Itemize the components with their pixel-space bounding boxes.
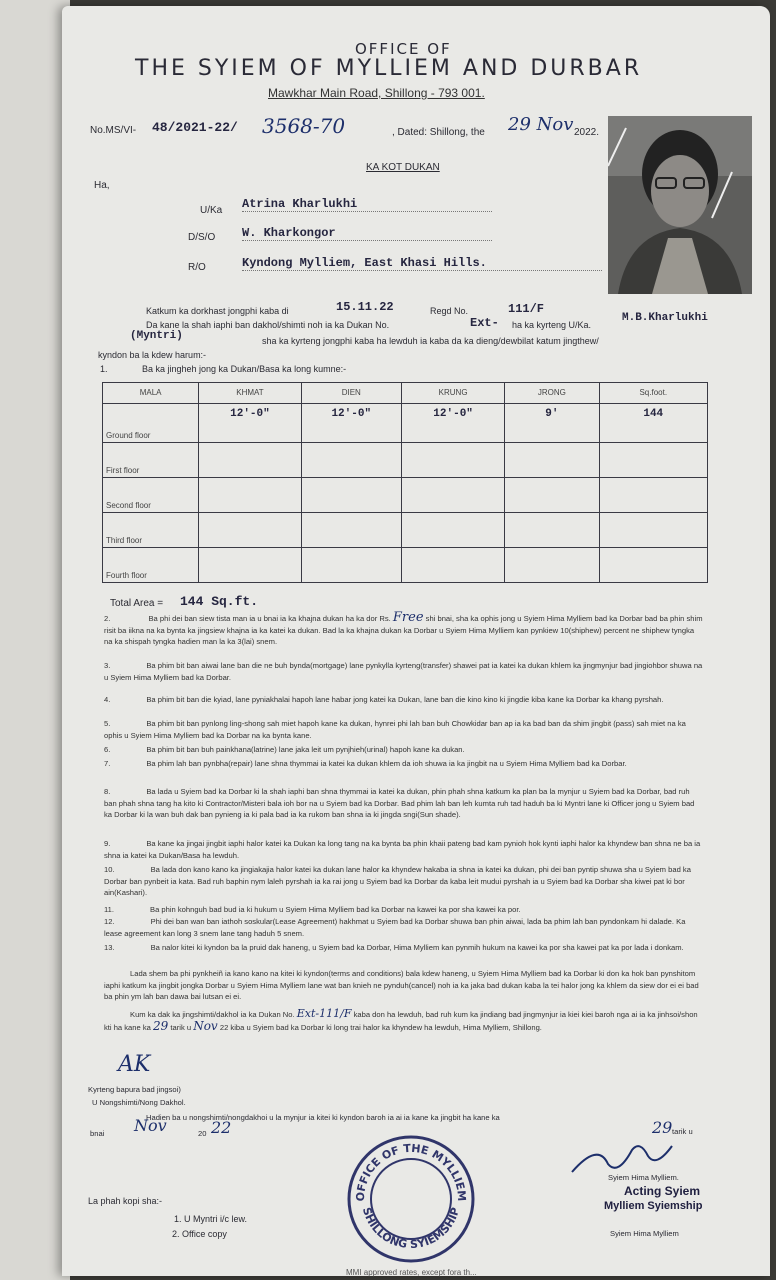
recipient-ro: Kyndong Mylliem, East Khasi Hills. <box>242 256 602 271</box>
clause-2 <box>104 612 704 648</box>
footer-strip: MMI approved rates, except fora th... <box>346 1268 477 1277</box>
table-row <box>103 548 708 583</box>
clause-text: Ba nalor kitei ki kyndon ba la pruid dak haneng, u Syiem bad ka Dorbar, Hima Mylliem kan pynmih hukum na kawei ka por sha kawei pat ka por lada i donkam. <box>150 943 684 952</box>
intro-line2: Da kane la shah iaphi ban dakhol/shimti noh ia ka Dukan No. <box>146 320 390 330</box>
copy-item-2: 2. Office copy <box>172 1229 227 1239</box>
table-row <box>103 404 708 443</box>
clause-text: Ba lada don kano kano ka jingiakajia halor katei ka dukan lane halor ka khyndew hakaba ia shna ia katei ka dukan, phi dei ban pyntip shuwa sha u Syiem bad ka Dorbar ban pynbeit ia kata. Bad ruh baphin nym laleh pyrshah ia ka rai jong u Syiem bad ka Dorbar da kaba leit mudui pyrshah ia u Syiem bad ka Dorbar sha kiwei pat ki bor ain(Kashari). <box>104 865 691 897</box>
intro-line2b: ha ka kyrteng U/Ka. <box>512 320 592 330</box>
clause-text: Ba phim bit ban die kyiad, lane pyniakhalai hapoh lane habar jong katei ka Dukan, lane ban die kino kino ki jingdie kiba kane ka Dorbar ka khang pyrshah. <box>146 695 664 704</box>
clause-num: 6. <box>104 745 111 754</box>
intro-line4: kyndon ba la kdew harum:- <box>98 350 207 360</box>
regd-label: Regd No. <box>430 306 469 316</box>
closing-tarik: tarik u <box>170 1022 192 1032</box>
seal-top-path: OFFICE OF THE MYLLIEM <box>353 1141 469 1202</box>
floor-name: Fourth floor <box>103 548 199 583</box>
clause-text: Ba phim bit ban aiwai lane ban die ne buh bynda(mortgage) lane pynkylla kyrteng(transfer) shawei pat ia katei ka dukan khlem ka jingmynjur bad jingiohbor shuwa na u Syiem Hima Mylliem bad ka Dorbar. <box>104 661 703 682</box>
clause-num: 10. <box>104 865 115 874</box>
closing-day: 29 <box>152 1018 169 1033</box>
clause-text: Lada shem ba phi pynkheiñ ia kano kano na kitei ki kyndon(terms and conditions) bala kdew haneng, u Syiem Hima Mylliem bad ka Dorbar ki don ka hok ban pynshitom iaphi katkum ka jingbit jongka Dorbar u Syiem Hima Mylliem lane wat ban knieh ne pynduh(cancel) noh ia ka jaka bad dukan kaba la tei halor jong ka khlem da siew dor ei ei bad ba phin ym lah ban dawa bai lutsan ei ei. <box>104 969 699 1001</box>
floors-table <box>102 382 708 583</box>
intro-line1: Katkum ka dorkhast jongphi kaba di <box>146 306 289 316</box>
table-header-row <box>103 383 708 404</box>
col-krung: KRUNG <box>401 383 504 404</box>
clause-num: 4. <box>104 695 111 704</box>
clause-num: 12. <box>104 917 115 926</box>
col-mala: MALA <box>103 383 199 404</box>
floor-name: Ground floor <box>103 404 199 443</box>
dated-label: , Dated: Shillong, the <box>392 127 485 138</box>
clause-num: 8. <box>104 787 111 796</box>
syiem-label-1: Syiem Hima Mylliem. <box>608 1173 679 1182</box>
recipient-dso: W. Kharkongor <box>242 226 492 241</box>
seal-bottom-text <box>360 1206 462 1251</box>
clause-num: 13. <box>104 943 115 952</box>
bnai-year: 20 <box>198 1129 207 1138</box>
regd-hand: 111/F <box>508 302 545 316</box>
closing-year: 22 <box>219 1022 229 1032</box>
seal-bottom-path: SHILLONG SYIEMSHIP <box>359 1205 463 1252</box>
jrong-value: 9' <box>505 404 599 443</box>
table-row <box>103 478 708 513</box>
closing-para <box>104 1008 704 1033</box>
myntri: (Myntri) <box>130 330 183 342</box>
clause-text: Ba phim bit ban buh painkhana(latrine) lane jaka leit um pynjhieh(urinal) hapoh kane ka dukan. <box>146 745 465 754</box>
item1-num: 1. <box>100 364 108 374</box>
syiem-stamp-1: Acting Syiem <box>624 1184 701 1198</box>
clause-11 <box>104 904 704 916</box>
dated-hand: 29 Nov <box>508 114 574 135</box>
clause-3 <box>104 660 704 683</box>
office-address: Mawkhar Main Road, Shillong - 793 001. <box>268 86 485 100</box>
total-label: Total Area = <box>110 598 164 609</box>
signatory-initials: AK <box>118 1052 151 1077</box>
clause-6 <box>104 744 704 756</box>
clause-8 <box>104 786 704 821</box>
doc-title: KA KOT DUKAN <box>366 162 440 173</box>
col-sqft: Sq.foot. <box>599 383 707 404</box>
clause-text: Ba phin kohnguh bad bud ia ki hukum u Syiem Hima Mylliem bad ka Dorbar na kawei ka por sha kawei ka por. <box>150 905 521 914</box>
office-seal <box>346 1134 476 1264</box>
krung-value: 12'-0" <box>401 404 504 443</box>
clause-4 <box>104 694 704 706</box>
clause-tail: shi bnai, sha ka ophis jong u Syiem Hima Mylliem bad ka Dorbar bad ba phin shim risit ba iikna na ka bynta ka jingsiew khajna ia ka katei ka dukan. Bad la ka khajna dukan ka Dorbar u Syiem Hima Mylliem kan pynkiew 10(shiphew) percent ne shiphew tyngka na ka shispah tyngka hadien man la ka 3(lai) snem. <box>104 614 703 646</box>
total-value: 144 Sq.ft. <box>180 594 259 609</box>
sqft-value: 144 <box>599 404 707 443</box>
clause-5 <box>104 718 704 741</box>
dien-value: 12'-0" <box>301 404 401 443</box>
clause-text: Phi dei ban wan ban iathoh soskular(Lease Agreement) hakhmat u Syiem bad ka Dorbar shuwa ban phin aiwai, lada ba phim lah ban pyndonkam hi dalade. Ka lease agreement kan long 3 snem lane tang haduh 5 snem. <box>104 917 686 938</box>
office-of: OFFICE OF <box>355 40 452 58</box>
col-dien: DIEN <box>301 383 401 404</box>
table-row <box>103 443 708 478</box>
underlying-page <box>0 0 70 1280</box>
clause-text: Ba phi dei ban siew tista man ia u bnai ia ka khajna dukan ha ka dor Rs. <box>148 614 391 623</box>
clause-text: Ba phim bit ban pynlong ling-shong sah miet hapoh kane ka dukan, hynrei phi lah ban buh Chowkidar ban ap ia ka bad ban da shim jingbit (pass) sah miet na ka ophis u Syiem Hima Mylliem bad ka Dorbar na ka bynta kane. <box>104 719 686 740</box>
office-title: THE SYIEM OF MYLLIEM AND DURBAR <box>135 56 643 81</box>
salutation: Ha, <box>94 180 110 191</box>
col-khmat: KHMAT <box>199 383 301 404</box>
intro-date: 15.11.22 <box>336 300 394 314</box>
bnai-hand: Nov <box>134 1116 167 1135</box>
syiem-label-2: Syiem Hima Mylliem <box>610 1229 679 1238</box>
clause-num: 11. <box>104 905 114 914</box>
ref-no-label: No.MS/VI- <box>90 125 137 136</box>
clause-text: Ba phim lah ban pynbha(repair) lane shna thymmai ia katei ka dukan khlem da ioh shuwa ia ka jingbit na u Syiem Hima Mylliem bad ka Dorbar. <box>146 759 627 768</box>
kyrteng-label: Kyrteng bapura bad jingsoi) <box>88 1085 181 1094</box>
clause-10 <box>104 864 704 899</box>
clause-7 <box>104 758 704 770</box>
clause-cancel <box>104 968 704 1003</box>
clause-text: Ba kane ka jingai jingbit iaphi halor katei ka Dukan ka long tang na ka bynta ba phin khaii pateng bad kam pynioh hok kynti iaphi halor ka khyndew ban shna ne ba ia shna ia katei ka Dukan/Basa ha lewduh. <box>104 839 701 860</box>
closing-text: Kum ka dak ka jingshimti/dakhol ia ka Dukan No. <box>130 1010 295 1019</box>
syiem-stamp-2: Mylliem Syiemship <box>604 1200 703 1212</box>
dso-label: D/S/O <box>188 232 216 243</box>
closing-dukan-hand: Ext-111/F <box>296 1007 352 1020</box>
clause-hand: Free <box>392 610 424 625</box>
ref-no-value: 48/2021-22/ <box>152 120 238 135</box>
nongshimti-label: U Nongshimti/Nong Dakhol. <box>92 1098 186 1107</box>
item1-text: Ba ka jingheh jong ka Dukan/Basa ka long kumne:- <box>142 364 347 374</box>
col-jrong: JRONG <box>505 383 599 404</box>
table-row <box>103 513 708 548</box>
uka-name: M.B.Kharlukhi <box>622 312 708 324</box>
closing-tail: kaba don ha lewduh, bad ruh kum ka jindiang bad jingmynjur ia kiei kiei baroh nga ai ia ka jinhsoi/shon kti ha kane ka <box>104 1010 698 1032</box>
clause-13 <box>104 942 704 954</box>
applicant-photo <box>608 116 752 294</box>
clause-num: 3. <box>104 661 111 670</box>
dated-year: 2022. <box>574 127 600 138</box>
intro-line3: sha ka kyrteng jongphi kaba ha lewduh ia kaba da ka dieng/dewbilat katum jingthew/ <box>262 336 599 346</box>
floor-name: Second floor <box>103 478 199 513</box>
bnai-year-hand: 22 <box>211 1118 232 1137</box>
bnai-label: bnai <box>90 1129 105 1138</box>
uka-label: U/Ka <box>200 205 223 216</box>
clause-num: 5. <box>104 719 111 728</box>
closing-month: Nov <box>193 1018 218 1033</box>
ref-no-hand: 3568-70 <box>262 114 346 138</box>
recipient-name: Atrina Kharlukhi <box>242 197 492 212</box>
closing-end: kiba u Syiem bad ka Dorbar ki long trai halor ka khyndew ha lewduh, Hima Mylliem, Shillong. <box>230 1022 542 1032</box>
hadien-tarik: tarik u <box>672 1127 693 1136</box>
clause-9 <box>104 838 704 861</box>
clause-num: 7. <box>104 759 111 768</box>
floor-name: Third floor <box>103 513 199 548</box>
copy-head: La phah kopi sha:- <box>88 1196 163 1206</box>
clause-num: 9. <box>104 839 111 848</box>
dukan-no: Ext- <box>470 316 499 330</box>
ro-label: R/O <box>188 262 206 273</box>
clause-12 <box>104 916 704 939</box>
hadien-text: Hadien ba u nongshimti/nongdakhoi u la mynjur ia kitei ki kyndon baroh ia ai ia kane ka jingbit ha kane ka <box>146 1113 500 1122</box>
floor-name: First floor <box>103 443 199 478</box>
copy-item-1: 1. U Myntri i/c lew. <box>174 1214 248 1224</box>
hadien-hand: 29 <box>652 1118 673 1137</box>
clause-num: 2. <box>104 614 111 623</box>
clause-text: Ba lada u Syiem bad ka Dorbar ki la shah iaphi ban shna thymmai ia katei ka dukan, phin phah shna katkum ka plan ba la mynjur u Syiem bad ka Dorbar, bad ruh ban phah shna tang ha kito ki Contractor/Misteri bala ioh bor na u Syiem bad ka Dorbar. Bad phim lah ban leh kumta ruh tad haduh ba ki Myntri lane ki Officer jong u Syiem bad ka Dorbar ki la wan buh dak ban pynieng ia ki pala bad ia ka rukom ban shna ia ki jingda sngi(Sun shade). <box>104 787 695 819</box>
khmat-value: 12'-0" <box>199 404 301 443</box>
